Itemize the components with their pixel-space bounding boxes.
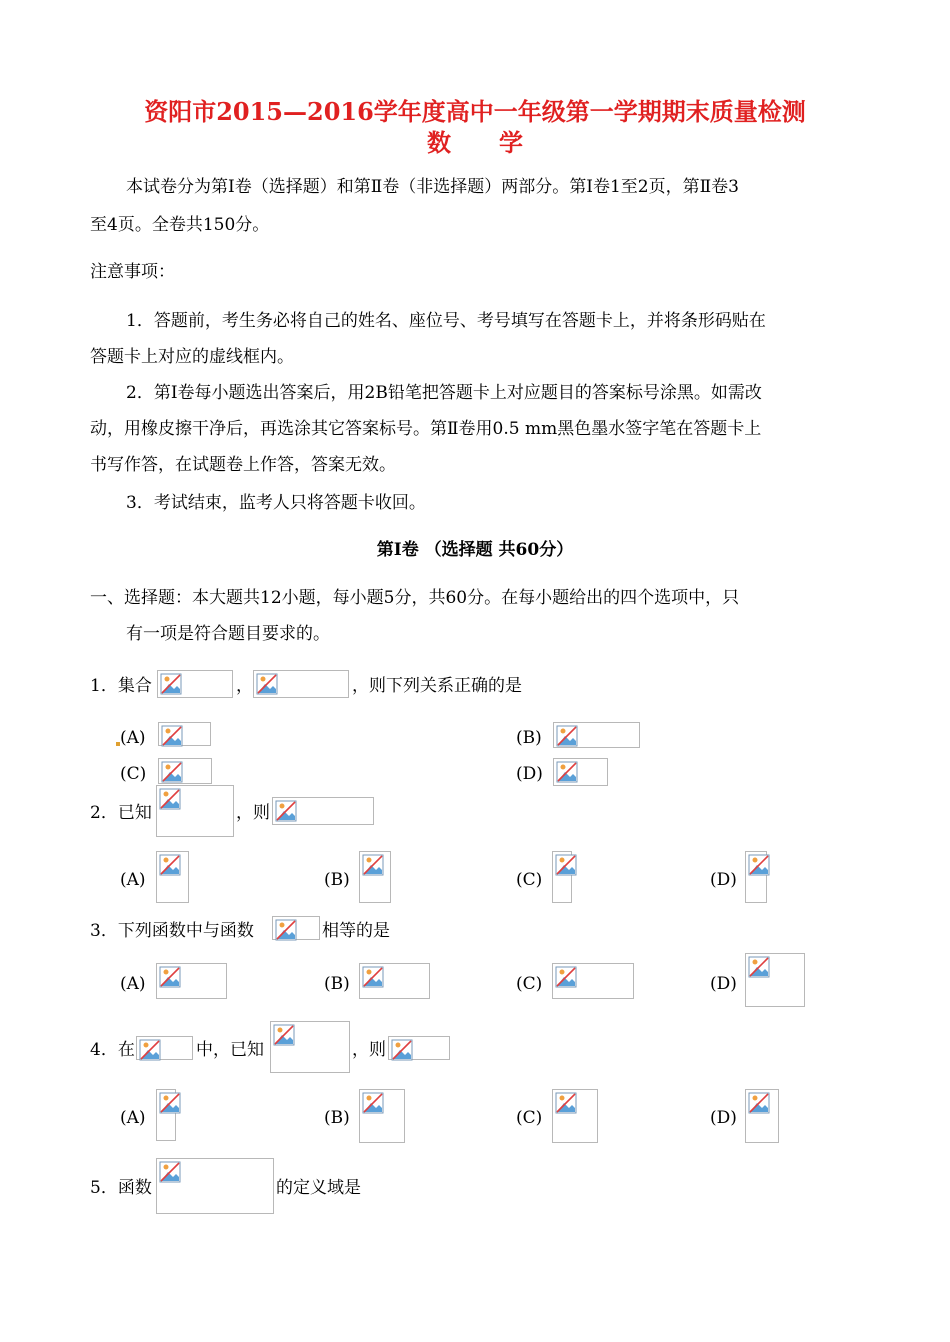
q4-option-d-label: (D) [710,1108,737,1128]
q3-text-a: 3．下列函数中与函数 [90,921,254,941]
q4-option-c-label: (C) [516,1108,543,1128]
q2-option-b-label: (B) [324,870,350,890]
note-2-line-3: 书写作答，在试题卷上作答，答案无效。 [90,455,396,475]
q1-option-a [158,722,211,746]
note-1-line-1: 1．答题前，考生务必将自己的姓名、座位号、考号填写在答题卡上，并将条形码贴在 [126,311,766,331]
q2-formula-1 [156,785,234,837]
q3-option-b [359,963,430,999]
q3-option-a-label: (A) [120,974,146,994]
q4-option-b-label: (B) [324,1108,350,1128]
notes-heading: 注意事项： [90,262,175,282]
q3-option-c-label: (C) [516,974,543,994]
q1-formula-2 [253,670,349,698]
q1-option-c-label: (C) [120,764,147,784]
q4-formula-1 [136,1036,193,1060]
q2-option-c-label: (C) [516,870,543,890]
q1-option-b [553,722,640,748]
q4-option-a-label: (A) [120,1108,146,1128]
document-title: 资阳市2015—2016学年度高中一年级第一学期期末质量检测 [144,97,806,126]
q1-text-b: ，则下列关系正确的是 [352,676,522,696]
q4-text-c: ，则 [352,1040,386,1060]
q4-option-d [745,1089,779,1143]
q2-option-c [552,851,572,903]
q1-text-a: 1．集合 [90,676,152,696]
q3-formula [272,916,320,940]
q1-option-c [158,758,212,784]
q2-text-a: 2．已知 [90,803,152,823]
q3-option-d [745,953,805,1007]
q5-text-a: 5．函数 [90,1178,152,1198]
q2-option-d [745,851,767,903]
note-2-line-2: 动，用橡皮擦干净后，再选涂其它答案标号。第Ⅱ卷用0.5 mm黑色墨水签字笔在答题卡上 [90,419,762,439]
q5-formula [156,1158,274,1214]
q4-text-a: 4．在 [90,1040,135,1060]
q3-option-a [156,963,227,999]
q4-option-c [552,1089,598,1143]
q1-option-d [553,758,608,786]
q5-text-b: 的定义域是 [276,1178,361,1198]
intro-line-1: 本试卷分为第Ⅰ卷（选择题）和第Ⅱ卷（非选择题）两部分。第Ⅰ卷1至2页，第Ⅱ卷3 [126,177,739,197]
q2-option-b [359,851,391,903]
q3-option-d-label: (D) [710,974,737,994]
section-1-instr-line-2: 有一项是符合题目要求的。 [126,624,330,644]
q2-option-a-label: (A) [120,870,146,890]
section-1-heading: 第Ⅰ卷 （选择题 共60分） [376,540,574,560]
q3-option-c [552,963,634,999]
section-1-instr-line-1: 一、选择题：本大题共12小题，每小题5分，共60分。在每小题给出的四个选项中，只 [90,588,740,608]
q2-formula-2 [272,797,374,825]
q2-option-d-label: (D) [710,870,737,890]
intro-line-2: 至4页。全卷共150分。 [90,215,270,235]
note-2-line-1: 2．第Ⅰ卷每小题选出答案后，用2B铅笔把答题卡上对应题目的答案标号涂黑。如需改 [126,383,762,403]
q3-option-b-label: (B) [324,974,350,994]
q2-option-a [156,851,189,903]
note-1-line-2: 答题卡上对应的虚线框内。 [90,347,294,367]
q4-text-b: 中，已知 [196,1040,264,1060]
q1-option-b-label: (B) [516,728,542,748]
q1-formula-1 [157,670,233,698]
q4-formula-3 [388,1036,450,1060]
q1-option-a-label: (A) [120,728,146,748]
subject-title: 数 学 [427,128,523,157]
q4-formula-2 [270,1021,350,1073]
q2-text-b: ，则 [236,803,270,823]
q3-text-b: 相等的是 [322,921,390,941]
note-3: 3．考试结束，监考人只将答题卡收回。 [126,493,426,513]
q4-option-a [156,1089,176,1141]
q1-option-d-label: (D) [516,764,543,784]
q4-option-b [359,1089,405,1143]
q1-comma: ， [236,676,253,696]
